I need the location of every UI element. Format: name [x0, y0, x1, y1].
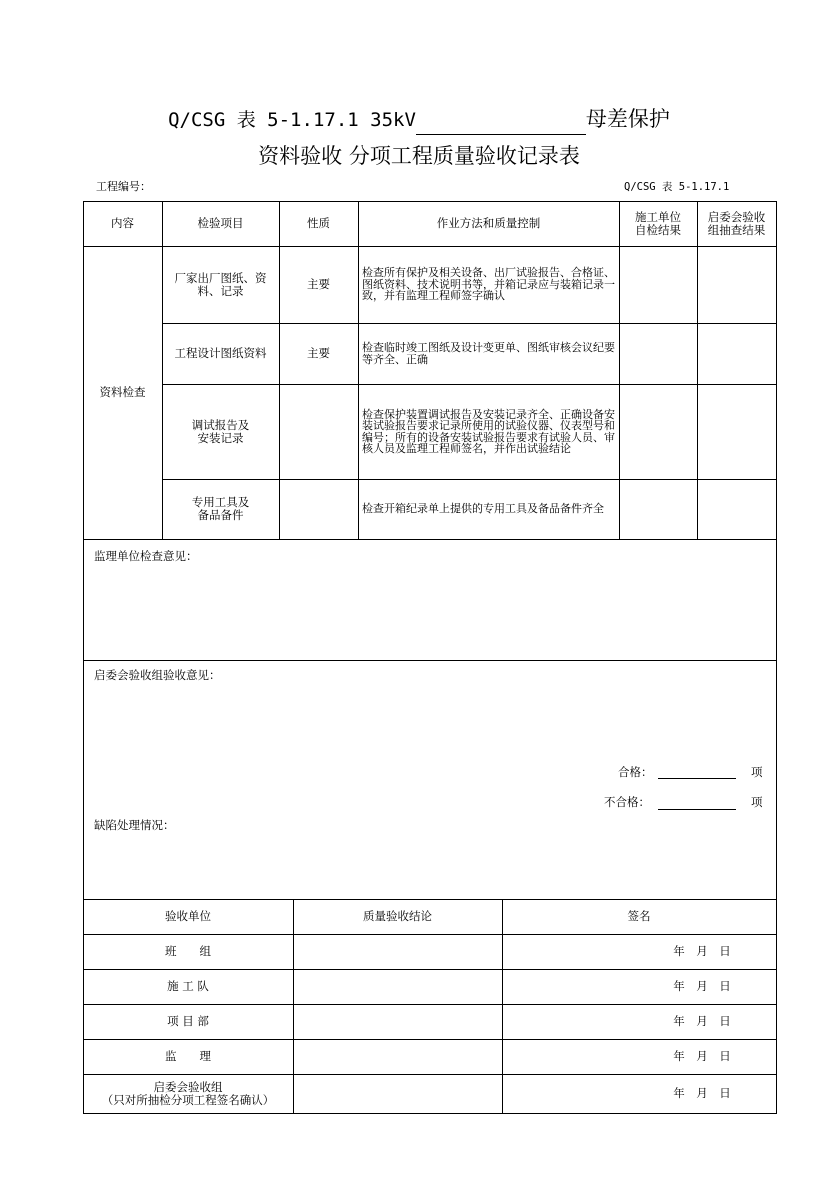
row2-method: 检查临时竣工图纸及设计变更单、图纸审核会议纪要等齐全、正确	[362, 341, 615, 366]
header-self-check-line2: 自检结果	[635, 222, 681, 237]
category-label: 资料检查	[99, 385, 146, 399]
sign-header-conclusion: 质量验收结论	[363, 909, 432, 923]
sign-header-signature: 签名	[627, 909, 651, 923]
pass-count-field[interactable]	[658, 778, 736, 779]
header-self-check	[619, 201, 697, 246]
pass-label: 合格：	[618, 765, 653, 779]
title-suffix: 母差保护	[585, 107, 670, 131]
header-committee-check-line1: 启委会验收	[707, 209, 766, 224]
row3-nature	[279, 384, 358, 479]
sign-row-date: 年 月 日	[673, 979, 731, 993]
sign-row-unit-committee	[83, 1074, 293, 1113]
header-nature: 性质	[307, 216, 330, 230]
row4-method: 检查开箱纪录单上提供的专用工具及备品备件齐全	[362, 502, 604, 516]
sign-row-date: 年 月 日	[673, 1086, 731, 1100]
sign-row-unit: 项 目 部	[167, 1014, 209, 1028]
sign-row-date: 年 月 日	[673, 1049, 731, 1063]
header-committee-check-line2: 组抽查结果	[707, 222, 766, 237]
header-item: 检验项目	[197, 216, 244, 230]
project-no-label: 工程编号：	[96, 180, 151, 193]
defect-label: 缺陷处理情况：	[94, 818, 175, 832]
title-blank-field[interactable]	[416, 110, 586, 135]
header-method: 作业方法和质量控制	[436, 216, 541, 230]
row1-method: 检查所有保护及相关设备、出厂试验报告、合格证、图纸资料、技术说明书等，并箱记录应与装箱记录一致，并有监理工程师签字确认	[362, 266, 615, 303]
row4-nature	[279, 479, 358, 539]
title-prefix: Q/CSG 表 5-1.17.1 35kV	[168, 109, 416, 131]
row1-item: 厂家出厂图纸、资料、记录	[174, 270, 267, 298]
fail-count-field[interactable]	[658, 809, 736, 810]
row4-item: 专用工具及备品备件	[191, 495, 250, 522]
pass-item-unit: 项	[751, 765, 763, 779]
document-title-line2: 资料验收 分项工程质量验收记录表	[258, 144, 580, 168]
sign-row-date: 年 月 日	[673, 1014, 731, 1028]
sign-row-unit: 班 组	[165, 944, 211, 958]
sign-row-date: 年 月 日	[673, 944, 731, 958]
sign-row-unit-note: （只对所抽检分项工程签名确认）	[101, 1092, 275, 1107]
row1-nature: 主要	[307, 277, 330, 291]
fail-label: 不合格：	[604, 795, 650, 809]
supervisor-opinion-label: 监理单位检查意见：	[94, 549, 198, 563]
sign-row-unit: 监 理	[165, 1049, 211, 1063]
sign-header-unit: 验收单位	[165, 909, 211, 923]
committee-opinion-label: 启委会验收组验收意见：	[94, 668, 221, 682]
row2-item: 工程设计图纸资料	[174, 346, 267, 360]
form-code: Q/CSG 表 5-1.17.1	[624, 181, 730, 193]
header-self-check-line1: 施工单位	[635, 209, 681, 224]
sign-row-unit: 启委会验收组	[153, 1079, 223, 1094]
row3-method: 检查保护装置调试报告及安装记录齐全、正确设备安装试验报告要求记录所使用的试验仪器、仪表型号和编号；所有的设备安装试验报告要求有试验人员、审核人员及监理工程师签名，并作出试验结论	[362, 407, 615, 455]
row2-nature: 主要	[307, 346, 330, 360]
row3-item: 调试报告及安装记录	[191, 417, 250, 445]
fail-item-unit: 项	[751, 795, 763, 809]
header-committee-check	[697, 201, 776, 246]
header-content: 内容	[111, 216, 134, 230]
sign-row-unit: 施 工 队	[167, 979, 209, 993]
document-title-line1	[0, 104, 838, 135]
